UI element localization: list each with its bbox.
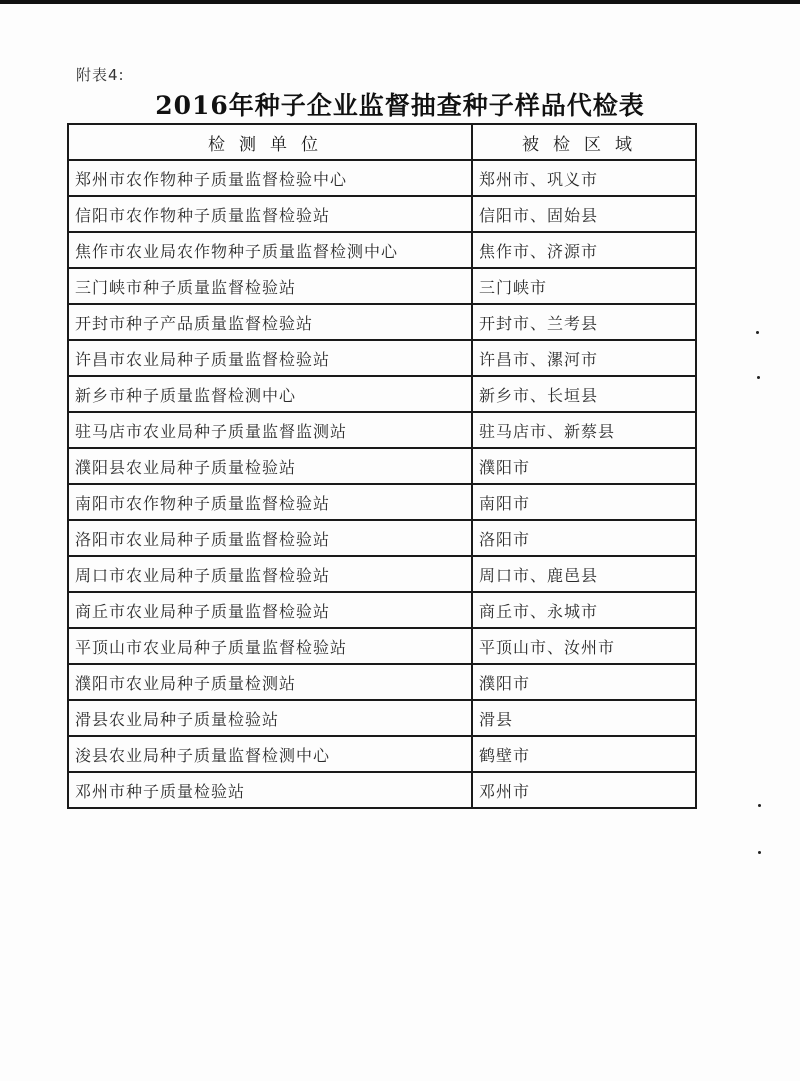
table-row <box>68 700 696 736</box>
table-row <box>68 412 696 448</box>
inspected-area-cell: 周口市、鹿邑县 <box>472 556 696 592</box>
inspected-area-cell: 开封市、兰考县 <box>472 304 696 340</box>
inspected-area-cell: 濮阳市 <box>472 664 696 700</box>
table-row <box>68 232 696 268</box>
table-row <box>68 304 696 340</box>
inspected-area-cell: 濮阳市 <box>472 448 696 484</box>
table-row <box>68 376 696 412</box>
document-title: 2016年种子企业监督抽查种子样品代检表 <box>155 91 645 120</box>
inspected-area-cell: 商丘市、永城市 <box>472 592 696 628</box>
inspected-area-cell: 信阳市、固始县 <box>472 196 696 232</box>
testing-unit-cell: 滑县农业局种子质量检验站 <box>68 700 472 736</box>
testing-unit-cell: 周口市农业局种子质量监督检验站 <box>68 556 472 592</box>
scan-speck <box>757 376 760 379</box>
testing-unit-cell: 开封市种子产品质量监督检验站 <box>68 304 472 340</box>
column-header-inspected-area: 被检区域 <box>472 124 696 160</box>
inspected-area-cell: 洛阳市 <box>472 520 696 556</box>
testing-unit-cell: 邓州市种子质量检验站 <box>68 772 472 808</box>
testing-unit-cell: 信阳市农作物种子质量监督检验站 <box>68 196 472 232</box>
scan-speck <box>756 331 759 334</box>
testing-unit-cell: 焦作市农业局农作物种子质量监督检测中心 <box>68 232 472 268</box>
table-row <box>68 556 696 592</box>
table-row <box>68 340 696 376</box>
table-row <box>68 772 696 808</box>
testing-unit-cell: 浚县农业局种子质量监督检测中心 <box>68 736 472 772</box>
table-row <box>68 736 696 772</box>
testing-unit-cell: 平顶山市农业局种子质量监督检验站 <box>68 628 472 664</box>
table-row <box>68 160 696 196</box>
table-row <box>68 448 696 484</box>
inspected-area-cell: 邓州市 <box>472 772 696 808</box>
table-row <box>68 520 696 556</box>
table-row <box>68 628 696 664</box>
testing-unit-cell: 许昌市农业局种子质量监督检验站 <box>68 340 472 376</box>
inspected-area-cell: 三门峡市 <box>472 268 696 304</box>
inspected-area-cell: 焦作市、济源市 <box>472 232 696 268</box>
inspected-area-cell: 滑县 <box>472 700 696 736</box>
testing-unit-cell: 商丘市农业局种子质量监督检验站 <box>68 592 472 628</box>
table-row <box>68 592 696 628</box>
inspection-table <box>67 123 697 809</box>
testing-unit-cell: 新乡市种子质量监督检测中心 <box>68 376 472 412</box>
inspected-area-cell: 新乡市、长垣县 <box>472 376 696 412</box>
testing-unit-cell: 三门峡市种子质量监督检验站 <box>68 268 472 304</box>
table-row <box>68 484 696 520</box>
table-body <box>68 160 696 808</box>
inspected-area-cell: 郑州市、巩义市 <box>472 160 696 196</box>
inspected-area-cell: 平顶山市、汝州市 <box>472 628 696 664</box>
scan-top-edge <box>0 0 800 4</box>
testing-unit-cell: 南阳市农作物种子质量监督检验站 <box>68 484 472 520</box>
testing-unit-cell: 郑州市农作物种子质量监督检验中心 <box>68 160 472 196</box>
table-header-row <box>68 124 696 160</box>
scan-speck <box>758 851 761 854</box>
column-header-testing-unit: 检测单位 <box>68 124 472 160</box>
inspected-area-cell: 许昌市、漯河市 <box>472 340 696 376</box>
inspected-area-cell: 鹤壁市 <box>472 736 696 772</box>
testing-unit-cell: 驻马店市农业局种子质量监督监测站 <box>68 412 472 448</box>
table-row <box>68 268 696 304</box>
testing-unit-cell: 濮阳县农业局种子质量检验站 <box>68 448 472 484</box>
table-row <box>68 664 696 700</box>
testing-unit-cell: 洛阳市农业局种子质量监督检验站 <box>68 520 472 556</box>
inspected-area-cell: 南阳市 <box>472 484 696 520</box>
attachment-label: 附表4: <box>76 66 125 84</box>
table-row <box>68 196 696 232</box>
testing-unit-cell: 濮阳市农业局种子质量检测站 <box>68 664 472 700</box>
inspected-area-cell: 驻马店市、新蔡县 <box>472 412 696 448</box>
scan-speck <box>758 804 761 807</box>
